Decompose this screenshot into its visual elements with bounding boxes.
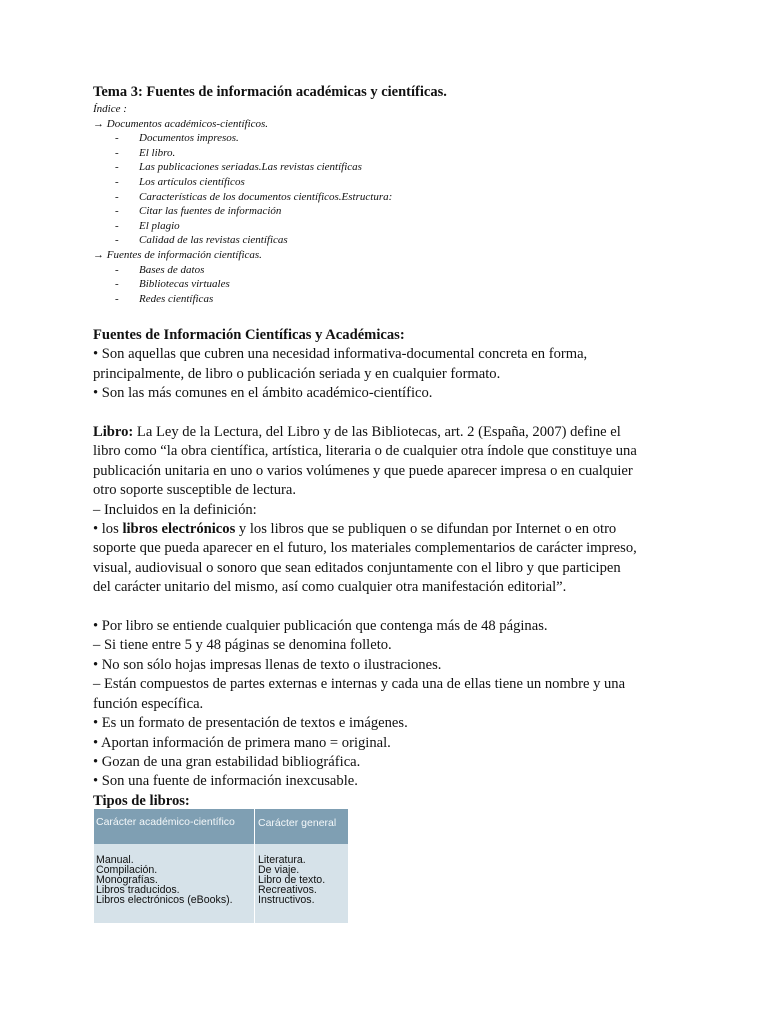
- index-item-label: Los artículos científicos: [139, 175, 245, 188]
- table-of-contents: [93, 102, 392, 306]
- paragraph-text: • los: [93, 521, 123, 538]
- table-cell: Libro de texto.: [258, 874, 326, 886]
- index-item: [93, 146, 392, 161]
- dash-marker: -: [115, 161, 119, 174]
- dash-marker: -: [115, 219, 119, 232]
- paragraph-line: [93, 423, 693, 442]
- spacer: [93, 598, 693, 617]
- index-item-label: Características de los documentos científicos.Estructura:: [139, 190, 393, 203]
- libro-label: Libro:: [93, 424, 134, 441]
- dash-marker: -: [115, 190, 119, 203]
- index-item-label: Bases de datos: [139, 263, 205, 276]
- index-item-label: Citar las fuentes de información: [139, 205, 282, 218]
- index-section: [93, 117, 392, 132]
- dash-marker: -: [115, 205, 119, 218]
- table-cell: Libros electrónicos (eBooks).: [96, 894, 233, 906]
- body-text: [93, 326, 693, 811]
- table-header-cell: Carácter académico-científico: [96, 816, 235, 828]
- index-item: [93, 277, 392, 292]
- index-item-label: Calidad de las revistas científicas: [139, 234, 288, 247]
- section-heading: Fuentes de Información Científicas y Académicas:: [93, 327, 405, 343]
- table-cell: Recreativos.: [258, 884, 317, 896]
- table-column-academic: [96, 855, 233, 905]
- table-cell: Literatura.: [258, 854, 306, 866]
- index-heading: Índice :: [93, 103, 127, 115]
- table-column-general: [258, 855, 325, 905]
- paragraph-line: del carácter unitario del mismo, así como cualquier otra manifestación editorial”.: [93, 579, 567, 596]
- index-item: [93, 131, 392, 146]
- paragraph-line: libro como “la obra científica, artística, literaria o de cualquier otra índole que constituye una: [93, 443, 637, 460]
- table-header-cell: Carácter general: [258, 817, 337, 829]
- paragraph-line: [93, 520, 693, 539]
- dash-marker: -: [115, 146, 119, 159]
- dash-marker: -: [115, 278, 119, 291]
- page-title: Tema 3: Fuentes de información académicas y científicas.: [93, 84, 447, 100]
- bullet-line: • No son sólo hojas impresas llenas de texto o ilustraciones.: [93, 656, 442, 673]
- paragraph-line: • Son aquellas que cubren una necesidad informativa-documental concreta en forma,: [93, 346, 588, 363]
- table-cell: Monografías.: [96, 874, 158, 886]
- table-cell: Manual.: [96, 854, 134, 866]
- index-item: [93, 263, 392, 278]
- bullet-line: – Están compuestos de partes externas e internas y cada una de ellas tiene un nombre y una: [93, 676, 626, 693]
- paragraph-text: La Ley de la Lectura, del Libro y de las Bibliotecas, art. 2 (España, 2007) define el: [133, 424, 621, 441]
- paragraph-text: y los libros que se publiquen o se difundan por Internet o en otro: [235, 521, 617, 538]
- bullet-line: • Es un formato de presentación de textos e imágenes.: [93, 715, 408, 732]
- table-cell: De viaje.: [258, 864, 300, 876]
- index-item: [93, 219, 392, 234]
- index-item: [93, 233, 392, 248]
- index-item-label: Redes científicas: [139, 292, 214, 305]
- paragraph-line: publicación unitaria en uno o varios volúmenes y que puede aparecer impresa o en cualquier: [93, 462, 633, 479]
- index-item-label: Las publicaciones seriadas.Las revistas científicas: [139, 161, 362, 174]
- paragraph-line: otro soporte susceptible de lectura.: [93, 482, 297, 499]
- table-header: [94, 809, 348, 844]
- index-section-label: Fuentes de información científicas.: [106, 248, 262, 261]
- dash-marker: -: [115, 175, 119, 188]
- dash-marker: -: [115, 234, 119, 247]
- bullet-line: • Por libro se entiende cualquier publicación que contenga más de 48 páginas.: [93, 618, 548, 635]
- paragraph-line: – Incluidos en la definición:: [93, 501, 257, 518]
- index-item: [93, 160, 392, 175]
- dash-marker: -: [115, 292, 119, 305]
- book-types-table: [94, 809, 348, 923]
- table-cell: Compilación.: [96, 864, 158, 876]
- index-item-label: El plagio: [139, 219, 180, 232]
- spacer: [93, 404, 693, 423]
- index-section: [93, 248, 392, 263]
- section-heading: Tipos de libros:: [93, 792, 190, 809]
- index-item: [93, 292, 392, 307]
- arrow-icon: →: [93, 248, 104, 261]
- bullet-line: – Si tiene entre 5 y 48 páginas se denomina folleto.: [93, 637, 392, 654]
- table-cell: Instructivos.: [258, 894, 315, 906]
- dash-marker: -: [115, 132, 119, 145]
- paragraph-line: • Son las más comunes en el ámbito académico-científico.: [93, 385, 433, 402]
- index-item: [93, 190, 392, 205]
- index-item-label: El libro.: [139, 146, 176, 159]
- paragraph-line: principalmente, de libro o publicación seriada y en cualquier formato.: [93, 365, 501, 382]
- paragraph-line: visual, audiovisual o sonoro que sean editados conjuntamente con el libro y que participen: [93, 559, 621, 576]
- bullet-line: • Gozan de una gran estabilidad bibliográfica.: [93, 753, 361, 770]
- index-item-label: Documentos impresos.: [139, 132, 239, 145]
- index-item-label: Bibliotecas virtuales: [139, 278, 230, 291]
- arrow-icon: →: [93, 117, 104, 130]
- index-item: [93, 175, 392, 190]
- table-cell: Libros traducidos.: [96, 884, 180, 896]
- index-section-label: Documentos académicos-científicos.: [106, 117, 269, 130]
- column-divider: [254, 809, 255, 923]
- bullet-line: función específica.: [93, 695, 204, 712]
- paragraph-line: soporte que pueda aparecer en el futuro, los materiales complementarios de carácter impreso,: [93, 540, 637, 557]
- bold-term: libros electrónicos: [122, 521, 236, 538]
- index-item: [93, 204, 392, 219]
- bullet-line: • Aportan información de primera mano = original.: [93, 734, 391, 751]
- dash-marker: -: [115, 263, 119, 276]
- bullet-line: • Son una fuente de información inexcusable.: [93, 773, 358, 790]
